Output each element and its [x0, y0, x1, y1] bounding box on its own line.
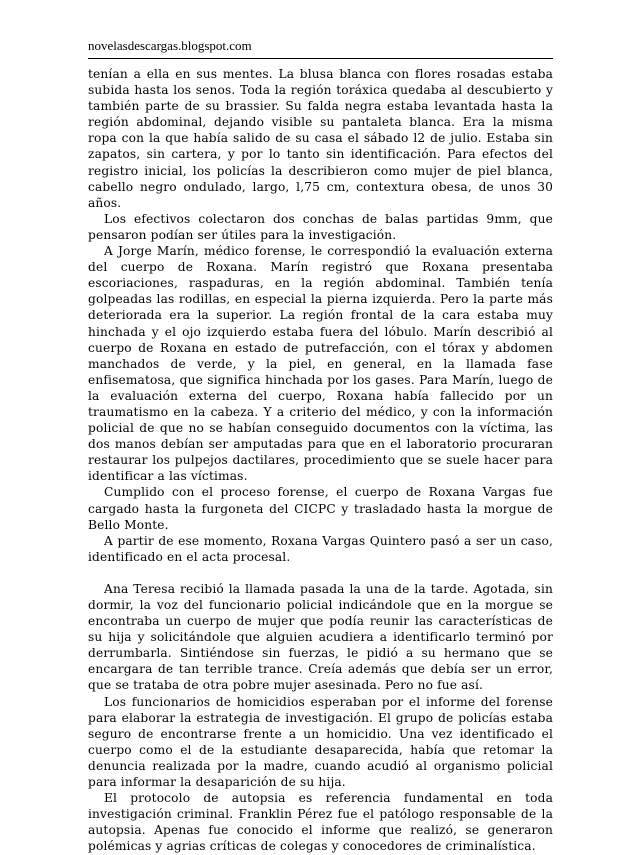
paragraph: tenían a ella en sus mentes. La blusa blanca con flores rosadas estaba subida hasta los senos. Toda la región toráxica quedaba al descubierto y también parte de su brassier. Su falda negra estaba levantada hasta la región abdominal, dejando visible su pantaleta blanca. Era la misma ropa con la que había salido de su casa el sábado l2 de julio. Estaba sin zapatos, sin cartera, y por lo tanto sin identificación. Para efectos del registro inicial, los policías la describieron como mujer de piel blanca, cabello negro ondulado, largo, l,75 cm, contextura obesa, de unos 30 años. — [88, 67, 553, 210]
site-header: novelasdescargas.blogspot.com — [88, 38, 252, 53]
document-body — [88, 66, 553, 855]
header-divider — [88, 58, 553, 59]
paragraph: Cumplido con el proceso forense, el cuerpo de Roxana Vargas fue cargado hasta la furgoneta del CICPC y trasladado hasta la morgue de Bello Monte. — [88, 485, 553, 532]
paragraph: Los funcionarios de homicidios esperaban por el informe del forense para elaborar la estrategia de investigación. El grupo de policías estaba seguro de encontrarse frente a un homicidio. Una vez identificado el cuerpo como el de la estudiante desaparecida, había que retomar la denuncia realizada por la madre, cuando acudió al organismo policial para informar la desaparición de su hija. — [88, 694, 553, 790]
paragraph: A Jorge Marín, médico forense, le correspondió la evaluación externa del cuerpo de Roxana. Marín registró que Roxana presentaba escoriaciones, raspaduras, en la región abdominal. También tenía golpeadas las rodillas, en especial la pierna izquierda. Pero la parte más deteriorada era la superior. La región frontal de la cara estaba muy hinchada y el ojo izquierdo estaba fuera del lóbulo. Marín describió al cuerpo de Roxana en estado de putrefacción, con el tórax y abdomen manchados de verde, y la piel, en general, en la llamada fase enfisematosa, que significa hinchada por los gases. Para Marín, luego de la evaluación externa del cuerpo, Roxana había fallecido por un traumatismo en la cabeza. Y a criterio del médico, y con la información policial de que no se habían conseguido documentos con la víctima, las dos manos debían ser amputadas para que en el laboratorio procuraran restaurar los pulpejos dactilares, procedimiento que se suele hacer para identificar a las víctimas. — [88, 244, 553, 484]
paragraph: El protocolo de autopsia es referencia fundamental en toda investigación criminal. Franklin Pérez fue el patólogo responsable de la autopsia. Apenas fue conocido el informe que realizó, se generaron polémicas y agrias críticas de colegas y conocedores de criminalística. — [88, 791, 553, 854]
paragraph: Los efectivos colectaron dos conchas de balas partidas 9mm, que pensaron podían ser útiles para la investigación. — [88, 211, 553, 242]
paragraph: Ana Teresa recibió la llamada pasada la una de la tarde. Agotada, sin dormir, la voz del funcionario policial indicándole que en la morgue se encontraba un cuerpo de mujer que podía reunir las características de su hija y solicitándole que alguien acudiera a identificarlo terminó por derrumbarla. Sintiéndose sin fuerzas, le pidió a su hermano que se encargara de tan terrible trance. Creía además que debía ser un error, que se trataba de otra pobre mujer asesinada. Pero no fue así. — [88, 581, 553, 693]
paragraph: A partir de ese momento, Roxana Vargas Quintero pasó a ser un caso, identificado en el acta procesal. — [88, 533, 553, 564]
section-gap — [88, 565, 553, 581]
